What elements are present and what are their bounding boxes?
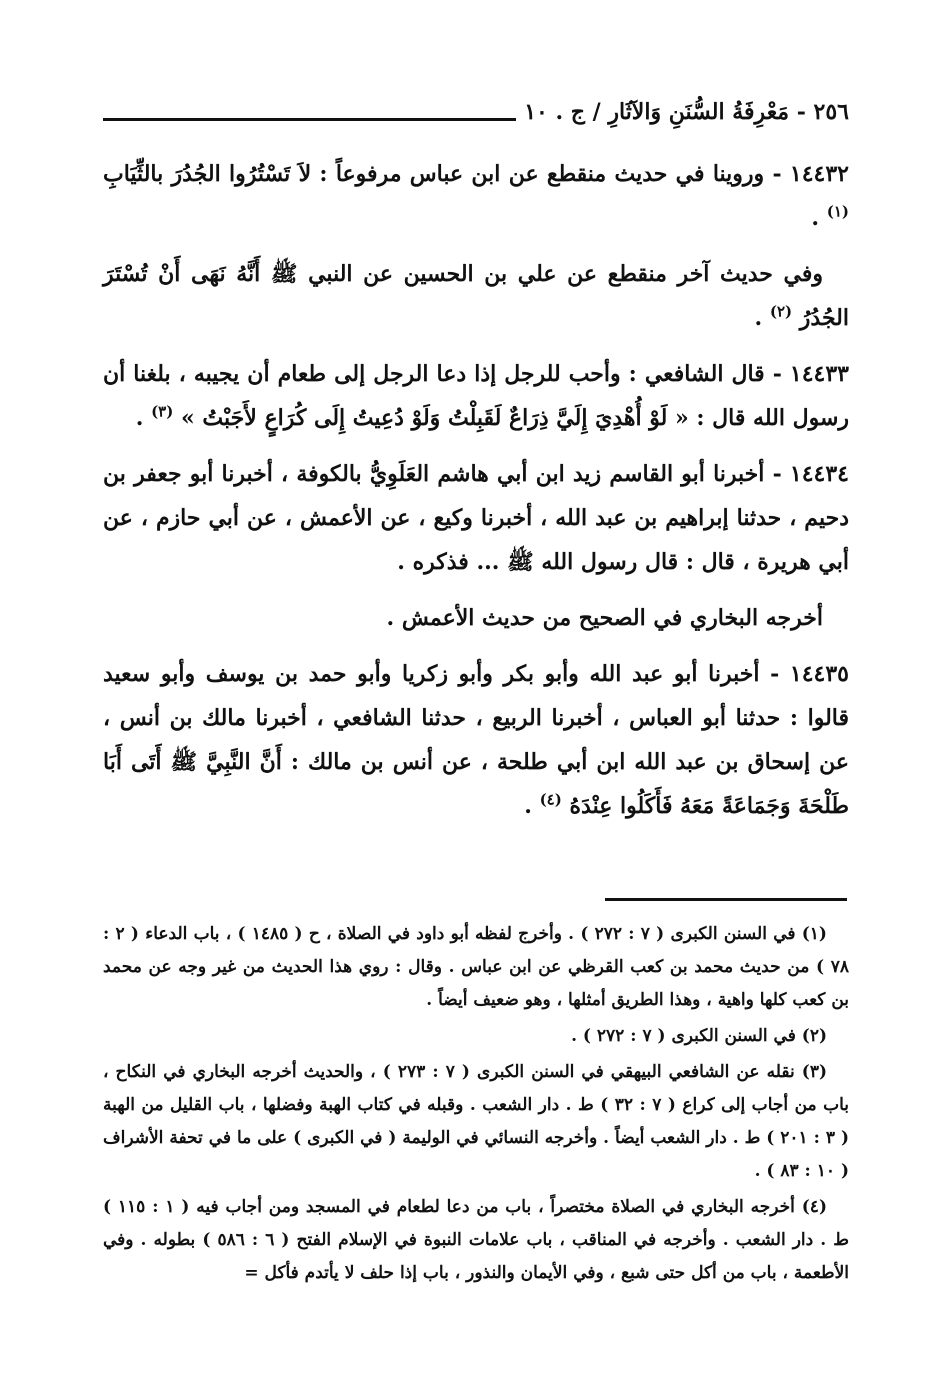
paragraph-end: . (754, 305, 770, 331)
footnote-item: (٣) نقله عن الشافعي البيهقي في السنن الكبرى ( ٧ : ٢٧٣ ) ، والحديث أخرجه البخاري في النكاح ، باب من أجاب إلى كراع ( ٧ : ٣٢ ) ط . دار الشعب . وقبله في كتاب الهبة وفضلها ، باب القليل من الهبة ( ٣ : ٢٠١ ) ط . دار الشعب أيضاً . وأخرجه النسائي في الوليمة ( في الكبرى ) على ما في تحفة الأشراف ( ١٠ : ٨٣ ) . (103, 1062, 849, 1181)
paragraph-end: . (811, 205, 827, 231)
hadith-number: ١٤٤٣٢ (789, 161, 849, 187)
hadith-text: - أخبرنا أبو عبد الله وأبو بكر وأبو زكريا وأبو حمد بن يوسف وأبو سعيد قالوا : حدثنا أبو العباس ، أخبرنا الربيع ، حدثنا الشافعي ، أخبرنا مالك بن أنس ، عن إسحاق بن عبد الله ابن أبي طلحة ، عن أنس بن مالك : أَنَّ النَّبِيَّ ﷺ أَتَى أَبَا طَلْحَةَ وَجَمَاعَةً مَعَهُ فَأَكَلُوا عِنْدَهُ (103, 661, 849, 819)
page-header (103, 92, 849, 132)
paragraph-end: . (524, 793, 540, 819)
footnote-marker: (٢) (769, 302, 793, 321)
footnotes-separator (605, 898, 847, 901)
hadith-number: ١٤٤٣٤ (789, 461, 849, 487)
paragraph-end: . (135, 405, 152, 431)
header-rule (103, 118, 516, 121)
hadith-number: ١٤٤٣٥ (789, 661, 849, 687)
hadith-paragraph (103, 452, 849, 584)
footnote-item: (٢) في السنن الكبرى ( ٧ : ٢٧٢ ) . (571, 1026, 827, 1046)
main-text (103, 152, 849, 840)
footnote-marker: (٣) (151, 402, 174, 421)
hadith-paragraph (103, 152, 849, 240)
footnote-item: (١) في السنن الكبرى ( ٧ : ٢٧٢ ) . وأخرج لفظه أبو داود في الصلاة ، ح ( ١٤٨٥ ) ، باب الدعاء ( ٢ : ٧٨ ) من حديث محمد بن كعب القرظي عن ابن عباس . وقال : روي هذا الحديث من غير وجه عن محمد بن كعب كلها واهية ، وهذا الطريق أمثلها ، وهو ضعيف أيضاً . (103, 924, 849, 1010)
hadith-number: ١٤٤٣٣ (789, 361, 849, 387)
footnote-item: (٤) أخرجه البخاري في الصلاة مختصراً ، باب من دعا لطعام في المسجد ومن أجاب فيه ( ١ : ١١٥ ) ط . دار الشعب . وأخرجه في المناقب ، باب علامات النبوة في الإسلام الفتح ( ٦ : ٥٨٦ ) بطوله . وفي الأطعمة ، باب من أكل حتى شبع ، وفي الأيمان والنذور ، باب إذا حلف لا يأتدم فأكل = (103, 1197, 849, 1283)
takhrij-note (103, 596, 849, 640)
hadith-text: وفي حديث آخر منقطع عن علي بن الحسين عن النبي ﷺ أَنَّهُ نَهَى أَنْ تُسْتَرَ الجُدُرُ (103, 261, 849, 331)
footnote-marker: (١) (826, 202, 849, 221)
hadith-text: - قال الشافعي : وأحب للرجل إذا دعا الرجل إلى طعام أن يجيبه ، بلغنا أن رسول الله قال : « لَوْ أُهْدِيَ إِلَيَّ ذِرَاعٌ لَقَبِلْتُ وَلَوْ دُعِيتُ إِلَى كُرَاعٍ لأَجَبْتُ » (103, 361, 849, 431)
running-header-title: ٢٥٦ - مَعْرِفَةُ السُّنَنِ وَالآثَارِ / ج . ١٠ (524, 99, 849, 125)
hadith-text: - وروينا في حديث منقطع عن ابن عباس مرفوعاً : لاَ تَسْتُرُوا الجُدُرَ بالثِّيَابِ (103, 161, 790, 187)
footnote-marker: (٤) (539, 790, 562, 809)
hadith-paragraph (103, 652, 849, 828)
footnotes (103, 918, 849, 1293)
hadith-paragraph (103, 352, 849, 440)
hadith-text: أخرجه البخاري في الصحيح من حديث الأعمش . (386, 605, 823, 631)
hadith-text: - أخبرنا أبو القاسم زيد ابن أبي هاشم العَلَوِيُّ بالكوفة ، أخبرنا أبو جعفر بن دحيم ، حدثنا إبراهيم بن عبد الله ، أخبرنا وكيع ، عن الأعمش ، عن أبي حازم ، عن أبي هريرة ، قال : قال رسول الله ﷺ ... فذكره . (103, 461, 849, 575)
hadith-paragraph (103, 252, 849, 340)
